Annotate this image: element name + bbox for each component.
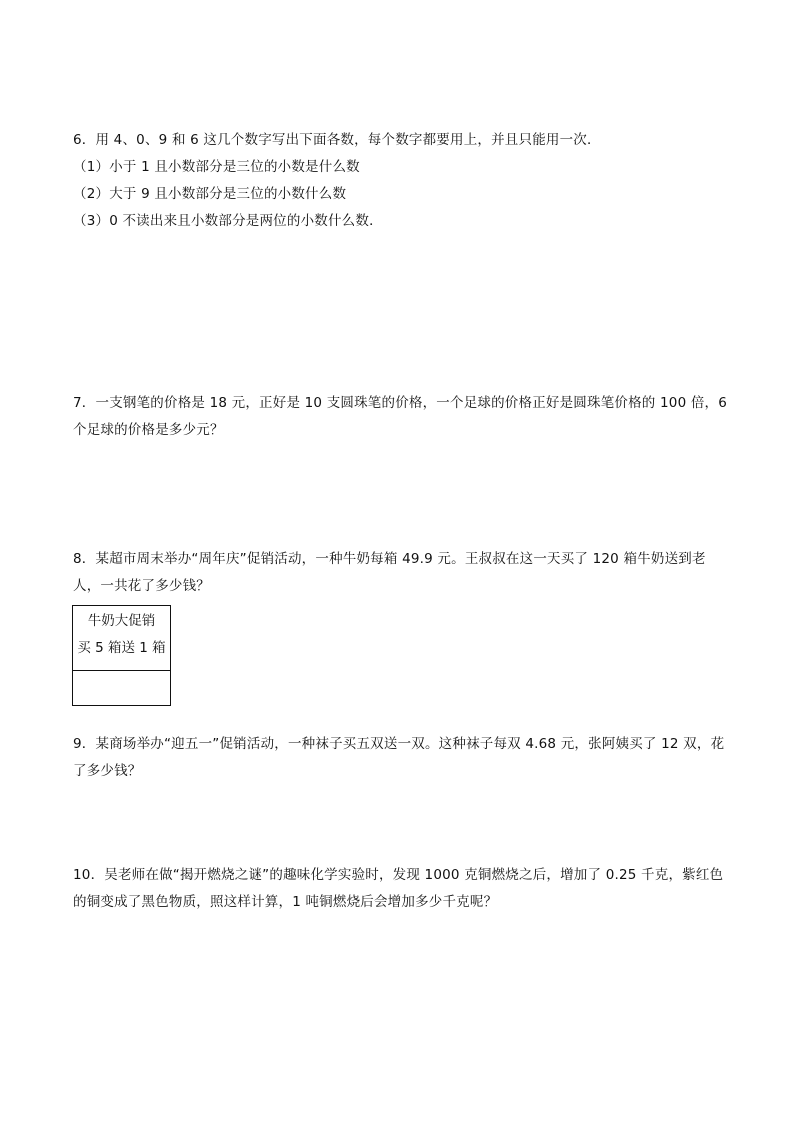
question-6-part-1: （1）小于 1 且小数部分是三位的小数是什么数 [73, 159, 360, 175]
promo-sign-header [73, 606, 170, 671]
question-6-part-3: （3）0 不读出来且小数部分是两位的小数什么数． [73, 213, 383, 229]
question-9-line-1: 9．某商场举办“迎五一”促销活动，一种袜子买五双送一双。这种袜子每双 4.68 元，张阿姨买了 12 双，花 [73, 736, 725, 752]
question-10-line-1: 10．吴老师在做“揭开燃烧之谜”的趣味化学实验时，发现 1000 克铜燃烧之后，增加了 0.25 千克，紫红色 [73, 867, 724, 883]
question-10-line-2: 的铜变成了黑色物质，照这样计算，1 吨铜燃烧后会增加多少千克呢？ [73, 894, 498, 910]
promo-sign-blank-cell [73, 671, 170, 705]
promo-title: 牛奶大促销 [87, 613, 156, 629]
question-8-line-1: 8．某超市周末举办“周年庆”促销活动，一种牛奶每箱 49.9 元。王叔叔在这一天买了 120 箱牛奶送到老 [73, 551, 706, 567]
promo-offer: 买 5 箱送 1 箱 [77, 640, 166, 656]
question-8-line-2: 人，一共花了多少钱？ [73, 578, 210, 594]
question-6-part-2: （2）大于 9 且小数部分是三位的小数什么数 [73, 186, 347, 202]
question-7-line-1: 7．一支钢笔的价格是 18 元，正好是 10 支圆珠笔的价格，一个足球的价格正好是圆珠笔价格的 100 倍，6 [73, 395, 728, 411]
question-6-stem: 6．用 4、0、9 和 6 这几个数字写出下面各数，每个数字都要用上，并且只能用一次． [73, 132, 601, 148]
question-7-line-2: 个足球的价格是多少元？ [73, 422, 224, 438]
promo-sign [72, 605, 171, 706]
question-9-line-2: 了多少钱？ [73, 763, 142, 779]
